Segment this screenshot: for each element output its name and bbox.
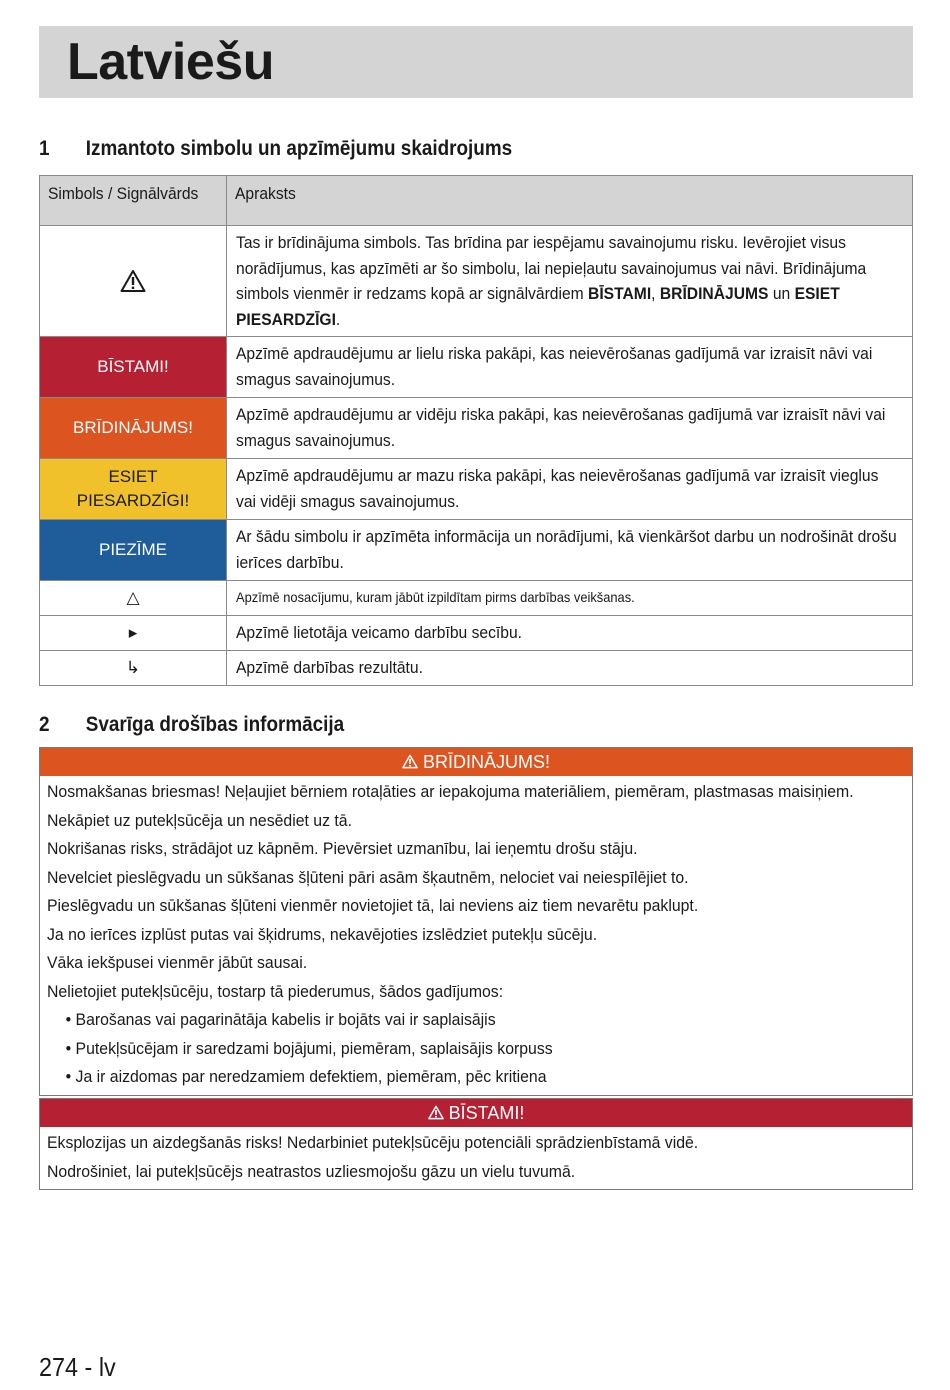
- section-2-heading: [39, 713, 344, 737]
- danger-box-body: [40, 1127, 912, 1189]
- result-arrow-icon: ↳: [125, 658, 141, 677]
- warning-line: Nelietojiet putekļsūcēju, tostarp tā piederumus, šādos gadījumos:: [47, 981, 504, 1001]
- danger-box: [39, 1098, 913, 1190]
- warning-line: Nekāpiet uz putekļsūcēja un nesēdiet uz tā.: [47, 810, 352, 830]
- warning-box: [39, 747, 913, 1096]
- desc-text: Apzīmē darbības rezultātu.: [236, 658, 423, 678]
- warning-triangle-icon: [428, 1105, 444, 1120]
- signal-note: [40, 520, 227, 581]
- warning-box-header: [40, 748, 912, 776]
- header-description: [227, 176, 913, 226]
- warning-symbol-desc: [236, 230, 899, 332]
- warning-line: Nevelciet pieslēgvadu un sūkšanas šļūteni pāri asām šķautnēm, nelociet vai neiespīlējiet to.: [47, 867, 689, 887]
- warning-line: Pieslēgvadu un sūkšanas šļūteni vienmēr novietojiet tā, lai neviens aiz tiem nevarētu paklupt.: [47, 896, 699, 915]
- description-cell: [227, 459, 913, 520]
- bullet-text: Putekļsūcējam ir saredzami bojājumi, piemēram, saplaisājis korpuss: [75, 1038, 553, 1058]
- title-bar: [39, 26, 913, 98]
- symbols-table: [39, 175, 913, 686]
- description-cell: [227, 616, 913, 651]
- keyword-warning: BRĪDINĀJUMS: [659, 284, 769, 303]
- table-row: [40, 616, 913, 651]
- desc-text: Tas ir brīdinājuma simbols. Tas brīdina par iespējamu savainojumu risku. Ievērojiet visus norādījumus, kas apzīmēti ar šo simbolu, lai nepieļautu savainojumus vai nāvi. Brīdinājuma simbols vienmēr ir redzams kopā ar signālvārdiem: [236, 233, 867, 303]
- desc-text: Ar šādu simbolu ir apzīmēta informācija un norādījumi, kā vienkāršot darbu un nodrošināt drošu ierīces darbību.: [236, 527, 897, 572]
- table-row: [40, 581, 913, 616]
- signal-caution-label-1: ESIET: [108, 467, 158, 486]
- desc-text: Apzīmē apdraudējumu ar mazu riska pakāpi, kas neievērošanas gadījumā var izraisīt vieglus vai vidēji smagus savainojumus.: [236, 466, 879, 511]
- signal-caution: [40, 459, 227, 520]
- step-symbol: [40, 616, 227, 651]
- header-symbol-text: Simbols / Signālvārds: [48, 184, 199, 203]
- warning-line: Nokrišanas risks, strādājot uz kāpnēm. Pievērsiet uzmanību, lai ieņemtu drošu stāju.: [47, 839, 638, 858]
- signal-warning-label: BRĪDINĀJUMS!: [73, 418, 193, 437]
- section-2-number: 2: [39, 713, 50, 736]
- bullet-text: Ja ir aizdomas par neredzamiem defektiem, piemēram, pēc kritiena: [75, 1067, 547, 1086]
- desc-text: Apzīmē apdraudējumu ar vidēju riska pakāpi, kas neievērošanas gadījumā var izraisīt nāvi vai smagus savainojumus.: [236, 405, 886, 450]
- table-row: [40, 398, 913, 459]
- danger-line: Eksplozijas un aizdegšanās risks! Nedarbiniet putekļsūcēju potenciāli sprādzienbīstamā vidē.: [47, 1133, 699, 1152]
- list-item: • Barošanas vai pagarinātāja kabelis ir bojāts vai ir saplaisājis: [65, 1010, 496, 1029]
- signal-danger: [40, 337, 227, 398]
- description-cell: [227, 651, 913, 686]
- warning-triangle-icon: [402, 754, 418, 769]
- description-cell: [227, 581, 913, 616]
- table-row: [40, 520, 913, 581]
- table-row: [40, 337, 913, 398]
- table-header-row: [40, 176, 913, 226]
- list-item: • Putekļsūcējam ir saredzami bojājumi, piemēram, saplaisājis korpuss: [65, 1038, 553, 1058]
- step-arrow-icon: ▸: [128, 623, 138, 642]
- table-row: [40, 651, 913, 686]
- warning-box-body: [40, 776, 912, 1095]
- table-row: [40, 226, 913, 337]
- keyword-danger: BĪSTAMI: [588, 284, 652, 303]
- bullet-text: Barošanas vai pagarinātāja kabelis ir bojāts vai ir saplaisājis: [75, 1010, 496, 1029]
- precondition-symbol: [40, 581, 227, 616]
- page-number: 274 - lv: [39, 1352, 116, 1382]
- separator: un: [768, 284, 795, 303]
- warning-line: Ja no ierīces izplūst putas vai šķidrums, nekavējoties izslēdziet putekļu sūcēju.: [47, 924, 598, 944]
- symbol-cell: [40, 226, 227, 337]
- table-row: [40, 459, 913, 520]
- signal-warning: [40, 398, 227, 459]
- signal-caution-label-2: PIESARDZĪGI!: [76, 491, 190, 510]
- danger-box-header: [40, 1099, 912, 1127]
- warning-line: Nosmakšanas briesmas! Neļaujiet bērniem rotaļāties ar iepakojuma materiāliem, piemēram, plastmasas maisiņiem.: [47, 782, 854, 801]
- description-cell: [227, 520, 913, 581]
- danger-box-label: BĪSTAMI!: [448, 1103, 525, 1123]
- desc-text: Apzīmē nosacījumu, kuram jābūt izpildītam pirms darbības veikšanas.: [236, 589, 635, 606]
- period: .: [335, 309, 341, 329]
- desc-text: Apzīmē lietotāja veicamo darbību secību.: [236, 623, 523, 643]
- warning-box-label: BRĪDINĀJUMS!: [423, 752, 551, 772]
- keyword-caution: ESIET PIESARDZĪGI: [236, 284, 840, 329]
- signal-danger-label: BĪSTAMI!: [97, 357, 169, 376]
- description-cell: [227, 398, 913, 459]
- header-description-text: Apraksts: [235, 184, 296, 203]
- section-2-title: Svarīga drošības informācija: [85, 713, 345, 736]
- description-cell: [227, 337, 913, 398]
- danger-line: Nodrošiniet, lai putekļsūcējs neatrastos uzliesmojošu gāzu un vielu tuvumā.: [47, 1161, 576, 1181]
- desc-text: Apzīmē apdraudējumu ar lielu riska pakāpi, kas neievērošanas gadījumā var izraisīt nāvi vai smagus savainojumus.: [236, 344, 873, 389]
- description-cell: [227, 226, 913, 337]
- header-symbol: [40, 176, 227, 226]
- warning-triangle-icon: [120, 269, 146, 293]
- result-symbol: [40, 651, 227, 686]
- separator: ,: [651, 284, 660, 303]
- section-1-heading: [39, 137, 512, 161]
- section-1-number: 1: [39, 137, 50, 160]
- warning-line: Vāka iekšpusei vienmēr jābūt sausai.: [47, 953, 308, 972]
- signal-note-label: PIEZĪME: [98, 540, 167, 559]
- list-item: • Ja ir aizdomas par neredzamiem defektiem, piemēram, pēc kritiena: [65, 1067, 547, 1086]
- section-1-title: Izmantoto simbolu un apzīmējumu skaidrojums: [85, 137, 513, 160]
- page-title: Latviešu: [67, 33, 274, 91]
- precondition-triangle-icon: △: [126, 588, 140, 607]
